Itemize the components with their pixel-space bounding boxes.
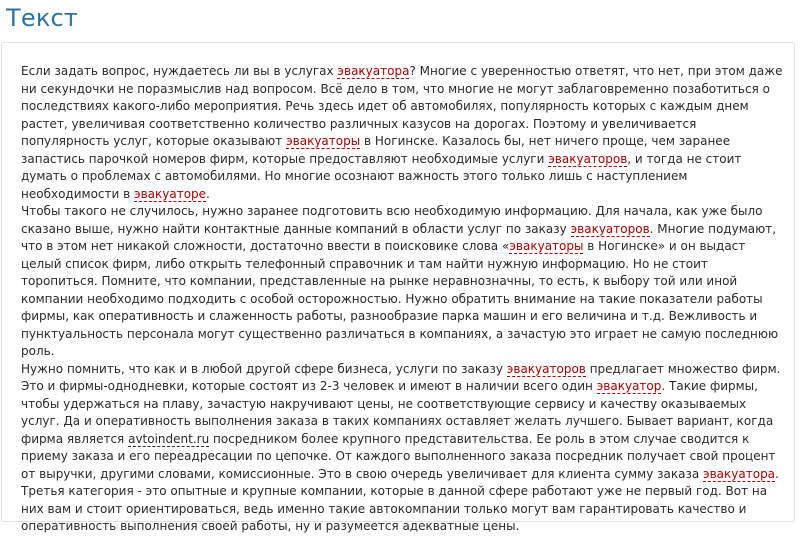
article-paragraph xyxy=(21,203,786,361)
text-segment: Чтобы такого не случилось, нужно заранее подготовить всю необходимую информацию. Для начала, как уже было сказано выше, нужно найти контактные данные компаний в области услуг по заказу xyxy=(21,204,763,236)
text-segment: посредником более крупного представительства. Ее роль в этом случае сводится к приему заказа и его переадресации по цепочке. От каждого выполненного заказа посредник получает свой процент от выручки, другими словами, комиссионные. Это в свою очередь увеличивает для клиента сумму заказа xyxy=(21,431,776,481)
page-title: Текст xyxy=(6,4,79,32)
text-segment: . Такие фирмы, чтобы удержаться на плаву, зачастую накручивают цены, не соответствующие сервису и качеству оказываемых услуг. Да и оперативность выполнения заказа в таких компаниях оставляет желать лучшего. Бывает вариант, когда фирма является xyxy=(21,379,774,446)
keyword-link-evakuator[interactable]: эвакуаторов xyxy=(570,221,650,236)
text-segment: Нужно помнить, что как и в любой другой сфере бизнеса, услуги по заказу xyxy=(21,361,507,376)
site-link[interactable]: avtoindent.ru xyxy=(128,431,210,446)
article-paragraph xyxy=(21,361,786,536)
text-segment: предлагает множество фирм. Это и фирмы-однодневки, которые состоят из 2-3 человек и имеют в наличии всего один xyxy=(21,361,781,393)
text-segment: . xyxy=(206,186,210,201)
keyword-link-evakuator[interactable]: эвакуаторов xyxy=(548,151,628,166)
keyword-link-evakuator[interactable]: эвакуатор xyxy=(596,379,662,393)
keyword-link-evakuator[interactable]: эвакуатора xyxy=(703,466,776,481)
keyword-link-evakuator[interactable]: эвакуаторе xyxy=(134,186,207,201)
article-body xyxy=(21,63,786,536)
text-segment: Если задать вопрос, нуждаетесь ли вы в услугах xyxy=(21,64,338,78)
keyword-link-evakuator[interactable]: эвакуаторов xyxy=(506,361,586,376)
keyword-link-evakuator[interactable]: эвакуаторы xyxy=(509,239,584,253)
keyword-link-evakuator[interactable]: эвакуаторы xyxy=(286,134,361,148)
keyword-link-evakuator[interactable]: эвакуатора xyxy=(337,64,410,78)
text-segment: ? Многие с уверенностью ответят, что нет, при этом даже ни секундочки не поразмыслив над вопросом. Всё дело в том, что многие не могут заблаговременно позаботиться о последствиях какого-либо мероприятия. Речь здесь идет об автомобилях, популярность которых с каждым днем растет, увеличивая соответственно количество различных казусов на дорогах. Поэтому и увеличивается популярность услуг, которые оказывают xyxy=(21,64,783,148)
text-segment: . Многие подумают, что в этом нет никакой сложности, достаточно ввести в поисковике слова « xyxy=(21,221,777,253)
article-paragraph xyxy=(21,63,786,203)
text-segment: в Ногинске» и он выдаст целый список фирм, либо открыть телефонный справочник и там найти нужную информацию. Но не стоит торопиться. Помните, что компании, представленные на рынке неравнозначны, то есть, к выбору той или иной компании необходимо подходить с особой осторожностью. Нужно обратить внимание на такие показатели работы фирмы, как оперативность и слаженность работы, разнообразие парка машин и его величина и т.д. Вежливость и пунктуальность персонала могут существенно различаться в компаниях, а зачастую это играет не самую последнюю роль. xyxy=(21,239,779,358)
text-segment: , и тогда не стоит думать о проблемах с автомобилями. Но многие осознают важность этого только лишь с наступлением необходимости в xyxy=(21,151,742,201)
text-segment: . Третья категория - это опытные и крупные компании, которые в данной сфере работают уже не первый год. Вот на них вам и стоит ориентироваться, ведь именно такие автокомпании только могут вам гарантировать качество и оперативность выполнения своей работы, ну и разумеется адекватные цены. xyxy=(21,466,779,533)
text-segment: в Ногинске. Казалось бы, нет ничего проще, чем заранее запастись парочкой номеров фирм, которые предоставляют необходимые услуги xyxy=(21,134,731,166)
